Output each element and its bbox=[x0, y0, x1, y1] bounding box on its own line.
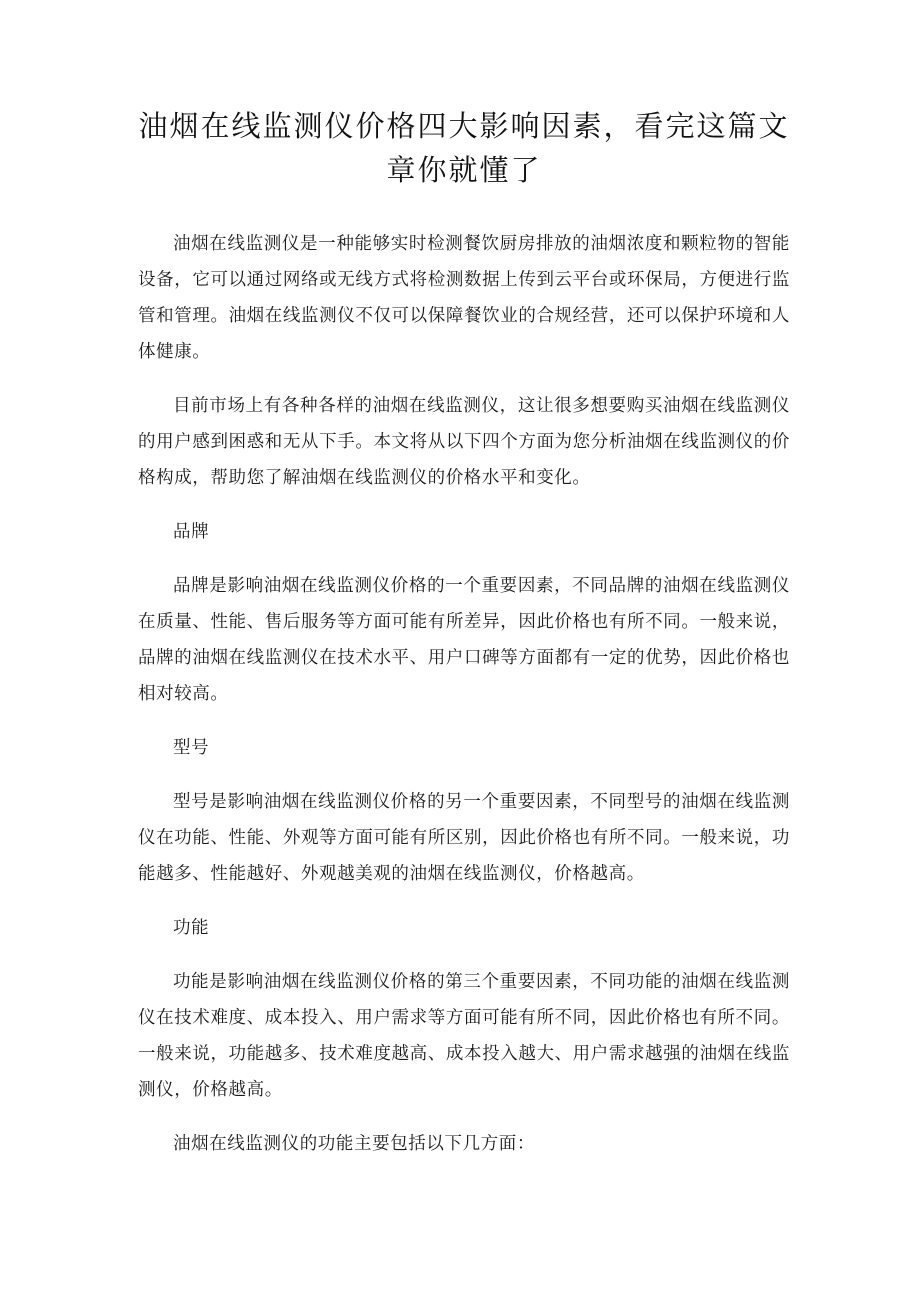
paragraph-brand: 品牌是影响油烟在线监测仪价格的一个重要因素，不同品牌的油烟在线监测仪在质量、性能、售后服务等方面可能有所差异，因此价格也有所不同。一般来说，品牌的油烟在线监测仪在技术水平、用户口碑等方面都有一定的优势，因此价格也相对较高。 bbox=[138, 576, 790, 704]
paragraph-function-list-intro: 油烟在线监测仪的功能主要包括以下几方面： bbox=[173, 1134, 535, 1154]
section-heading-model: 型号 bbox=[173, 738, 210, 758]
section-heading-function: 功能 bbox=[173, 918, 210, 938]
paragraph-market: 目前市场上有各种各样的油烟在线监测仪，这让很多想要购买油烟在线监测仪的用户感到困惑和无从下手。本文将从以下四个方面为您分析油烟在线监测仪的价格构成，帮助您了解油烟在线监测仪的价格水平和变化。 bbox=[138, 396, 790, 488]
paragraph-model: 型号是影响油烟在线监测仪价格的另一个重要因素，不同型号的油烟在线监测仪在功能、性能、外观等方面可能有所区别，因此价格也有所不同。一般来说，功能越多、性能越好、外观越美观的油烟在线监测仪，价格越高。 bbox=[138, 792, 790, 884]
section-heading-brand: 品牌 bbox=[173, 522, 210, 542]
document-title: 油烟在线监测仪价格四大影响因素，看完这篇文章你就懂了 bbox=[138, 109, 790, 187]
paragraph-function: 功能是影响油烟在线监测仪价格的第三个重要因素，不同功能的油烟在线监测仪在技术难度、成本投入、用户需求等方面可能有所不同，因此价格也有所不同。一般来说，功能越多、技术难度越高、成本投入越大、用户需求越强的油烟在线监测仪，价格越高。 bbox=[138, 972, 790, 1100]
paragraph-intro: 油烟在线监测仪是一种能够实时检测餐饮厨房排放的油烟浓度和颗粒物的智能设备，它可以通过网络或无线方式将检测数据上传到云平台或环保局，方便进行监管和管理。油烟在线监测仪不仅可以保障餐饮业的合规经营，还可以保护环境和人体健康。 bbox=[138, 234, 790, 362]
